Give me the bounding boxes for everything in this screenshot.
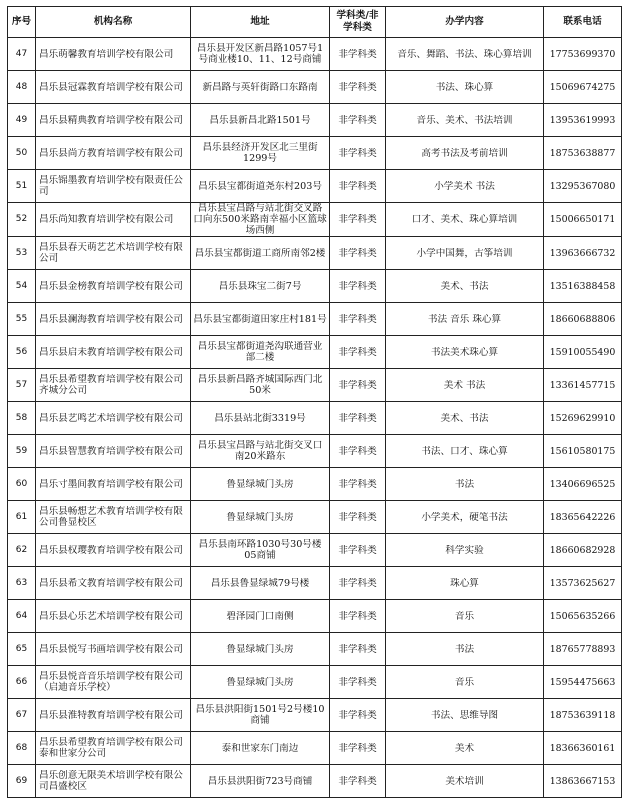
cell-seq: 57 xyxy=(8,369,36,402)
cell-name: 昌乐县权璎教育培训学校有限公司 xyxy=(36,534,191,567)
cell-content: 书法 xyxy=(386,468,544,501)
cell-address: 昌乐县宝都街道工商所南邻2楼 xyxy=(191,237,330,270)
table-row xyxy=(8,732,622,765)
cell-category: 非学科类 xyxy=(330,71,386,104)
cell-address: 昌乐县经济开发区北三里街1299号 xyxy=(191,137,330,170)
cell-address: 昌乐县宝昌路与站北街交叉路口向东500米路南幸福小区篮球场西侧 xyxy=(191,203,330,237)
header-seq: 序号 xyxy=(8,7,36,38)
cell-address: 昌乐县站北街3319号 xyxy=(191,402,330,435)
cell-phone: 15610580175 xyxy=(544,435,622,468)
cell-content: 小学美术 书法 xyxy=(386,170,544,203)
cell-name: 昌乐县悦写书画培训学校有限公司 xyxy=(36,633,191,666)
cell-address: 昌乐县洪阳街1501号2号楼10商铺 xyxy=(191,699,330,732)
cell-address: 昌乐县宝都街道尧东村203号 xyxy=(191,170,330,203)
cell-address: 昌乐县新昌路齐城国际西门北50米 xyxy=(191,369,330,402)
cell-phone: 18753638877 xyxy=(544,137,622,170)
cell-content: 音乐 xyxy=(386,666,544,699)
cell-content: 美术 xyxy=(386,732,544,765)
cell-category: 非学科类 xyxy=(330,336,386,369)
cell-seq: 69 xyxy=(8,765,36,798)
header-content: 办学内容 xyxy=(386,7,544,38)
cell-address: 昌乐县南环路1030号30号楼05商铺 xyxy=(191,534,330,567)
cell-name: 昌乐萌馨教育培训学校有限公司 xyxy=(36,38,191,71)
cell-seq: 62 xyxy=(8,534,36,567)
table-body xyxy=(8,38,622,798)
cell-address: 鲁显绿城门头房 xyxy=(191,468,330,501)
cell-category: 非学科类 xyxy=(330,699,386,732)
cell-content: 音乐、舞蹈、书法、珠心算培训 xyxy=(386,38,544,71)
cell-content: 美术、书法 xyxy=(386,270,544,303)
cell-seq: 68 xyxy=(8,732,36,765)
cell-content: 书法 音乐 珠心算 xyxy=(386,303,544,336)
cell-phone: 13863667153 xyxy=(544,765,622,798)
cell-category: 非学科类 xyxy=(330,237,386,270)
cell-phone: 18765778893 xyxy=(544,633,622,666)
cell-category: 非学科类 xyxy=(330,633,386,666)
cell-category: 非学科类 xyxy=(330,203,386,237)
cell-name: 昌乐县启未教育培训学校有限公司 xyxy=(36,336,191,369)
cell-category: 非学科类 xyxy=(330,468,386,501)
cell-name: 昌乐县心乐艺术培训学校有限公司 xyxy=(36,600,191,633)
table-row xyxy=(8,303,622,336)
cell-seq: 48 xyxy=(8,71,36,104)
cell-content: 高考书法及考前培训 xyxy=(386,137,544,170)
cell-category: 非学科类 xyxy=(330,666,386,699)
table-row xyxy=(8,270,622,303)
cell-phone: 15065635266 xyxy=(544,600,622,633)
cell-category: 非学科类 xyxy=(330,600,386,633)
table-row xyxy=(8,369,622,402)
cell-seq: 55 xyxy=(8,303,36,336)
cell-category: 非学科类 xyxy=(330,270,386,303)
cell-category: 非学科类 xyxy=(330,369,386,402)
cell-address: 碧泽园门口南侧 xyxy=(191,600,330,633)
table-row xyxy=(8,170,622,203)
cell-content: 音乐、美术、书法培训 xyxy=(386,104,544,137)
cell-phone: 13516388458 xyxy=(544,270,622,303)
cell-content: 书法、思维导图 xyxy=(386,699,544,732)
header-row xyxy=(8,7,622,38)
table-row xyxy=(8,765,622,798)
cell-content: 书法 xyxy=(386,633,544,666)
table-row xyxy=(8,402,622,435)
cell-phone: 13361457715 xyxy=(544,369,622,402)
cell-phone: 18366360161 xyxy=(544,732,622,765)
cell-content: 音乐 xyxy=(386,600,544,633)
cell-content: 书法、珠心算 xyxy=(386,71,544,104)
cell-address: 昌乐县宝都街道田家庄村181号 xyxy=(191,303,330,336)
cell-name: 昌乐县澜海教育培训学校有限公司 xyxy=(36,303,191,336)
cell-phone: 18753639118 xyxy=(544,699,622,732)
header-name: 机构名称 xyxy=(36,7,191,38)
cell-name: 昌乐县春天萌艺艺术培训学校有限公司 xyxy=(36,237,191,270)
table-row xyxy=(8,71,622,104)
cell-content: 小学中国舞，古筝培训 xyxy=(386,237,544,270)
cell-content: 书法、口才、珠心算 xyxy=(386,435,544,468)
cell-phone: 18365642226 xyxy=(544,501,622,534)
cell-name: 昌乐县金榜教育培训学校有限公司 xyxy=(36,270,191,303)
header-category: 学科类/非学科类 xyxy=(330,7,386,38)
cell-name: 昌乐县希望教育培训学校有限公司齐城分公司 xyxy=(36,369,191,402)
cell-seq: 54 xyxy=(8,270,36,303)
table-row xyxy=(8,534,622,567)
table-row xyxy=(8,567,622,600)
cell-seq: 65 xyxy=(8,633,36,666)
cell-name: 昌乐县畅想艺术教育培训学校有限公司鲁显校区 xyxy=(36,501,191,534)
cell-category: 非学科类 xyxy=(330,765,386,798)
table-row xyxy=(8,237,622,270)
cell-address: 昌乐县宝都街道尧沟联通营业部二楼 xyxy=(191,336,330,369)
cell-name: 昌乐锦墨教育培训学校有限责任公司 xyxy=(36,170,191,203)
cell-address: 昌乐县新昌北路1501号 xyxy=(191,104,330,137)
cell-phone: 13406696525 xyxy=(544,468,622,501)
cell-name: 昌乐县智慧教育培训学校有限公司 xyxy=(36,435,191,468)
cell-seq: 53 xyxy=(8,237,36,270)
cell-seq: 51 xyxy=(8,170,36,203)
cell-phone: 13573625627 xyxy=(544,567,622,600)
table-row xyxy=(8,633,622,666)
cell-address: 鲁显绿城门头房 xyxy=(191,666,330,699)
cell-content: 美术 书法 xyxy=(386,369,544,402)
cell-category: 非学科类 xyxy=(330,534,386,567)
cell-seq: 49 xyxy=(8,104,36,137)
cell-phone: 15269629910 xyxy=(544,402,622,435)
header-address: 地址 xyxy=(191,7,330,38)
table-row xyxy=(8,666,622,699)
cell-category: 非学科类 xyxy=(330,137,386,170)
cell-phone: 15910055490 xyxy=(544,336,622,369)
table-row xyxy=(8,203,622,237)
cell-category: 非学科类 xyxy=(330,303,386,336)
cell-address: 昌乐县鲁显绿城79号楼 xyxy=(191,567,330,600)
cell-seq: 59 xyxy=(8,435,36,468)
table-row xyxy=(8,104,622,137)
cell-seq: 47 xyxy=(8,38,36,71)
cell-category: 非学科类 xyxy=(330,104,386,137)
cell-name: 昌乐县悦音音乐培训学校有限公司（启迪音乐学校） xyxy=(36,666,191,699)
cell-phone: 15954475663 xyxy=(544,666,622,699)
cell-category: 非学科类 xyxy=(330,501,386,534)
cell-category: 非学科类 xyxy=(330,170,386,203)
cell-address: 昌乐县珠宝二街7号 xyxy=(191,270,330,303)
cell-phone: 18660682928 xyxy=(544,534,622,567)
cell-phone: 15069674275 xyxy=(544,71,622,104)
cell-category: 非学科类 xyxy=(330,732,386,765)
cell-seq: 64 xyxy=(8,600,36,633)
cell-content: 书法美术珠心算 xyxy=(386,336,544,369)
cell-seq: 60 xyxy=(8,468,36,501)
cell-content: 口才、美术、珠心算培训 xyxy=(386,203,544,237)
cell-seq: 58 xyxy=(8,402,36,435)
cell-name: 昌乐创意无限美术培训学校有限公司昌盛校区 xyxy=(36,765,191,798)
cell-phone: 17753699370 xyxy=(544,38,622,71)
cell-address: 鲁显绿城门头房 xyxy=(191,501,330,534)
cell-category: 非学科类 xyxy=(330,402,386,435)
cell-seq: 66 xyxy=(8,666,36,699)
cell-address: 鲁显绿城门头房 xyxy=(191,633,330,666)
table-row xyxy=(8,600,622,633)
cell-content: 美术培训 xyxy=(386,765,544,798)
cell-name: 昌乐寸墨间教育培训学校有限公司 xyxy=(36,468,191,501)
cell-phone: 15006650171 xyxy=(544,203,622,237)
cell-name: 昌乐县希望教育培训学校有限公司泰和世家分公司 xyxy=(36,732,191,765)
cell-seq: 61 xyxy=(8,501,36,534)
cell-seq: 52 xyxy=(8,203,36,237)
cell-name: 昌乐县精典教育培训学校有限公司 xyxy=(36,104,191,137)
cell-seq: 56 xyxy=(8,336,36,369)
cell-address: 新昌路与英轩街路口东路南 xyxy=(191,71,330,104)
cell-name: 昌乐县艺鸣艺术培训学校有限公司 xyxy=(36,402,191,435)
cell-category: 非学科类 xyxy=(330,435,386,468)
cell-name: 昌乐县尚方教育培训学校有限公司 xyxy=(36,137,191,170)
cell-content: 珠心算 xyxy=(386,567,544,600)
training-institution-table xyxy=(7,6,622,798)
table-row xyxy=(8,435,622,468)
cell-phone: 13295367080 xyxy=(544,170,622,203)
cell-name: 昌乐县希文教育培训学校有限公司 xyxy=(36,567,191,600)
cell-address: 昌乐县宝昌路与站北街交叉口南20米路东 xyxy=(191,435,330,468)
table-row xyxy=(8,501,622,534)
cell-address: 泰和世家东门南边 xyxy=(191,732,330,765)
table-row xyxy=(8,38,622,71)
cell-name: 昌乐尚知教育培训学校有限公司 xyxy=(36,203,191,237)
cell-phone: 13953619993 xyxy=(544,104,622,137)
cell-name: 昌乐县冠霖教育培训学校有限公司 xyxy=(36,71,191,104)
cell-content: 科学实验 xyxy=(386,534,544,567)
table-row xyxy=(8,137,622,170)
cell-address: 昌乐县洪阳街723号商铺 xyxy=(191,765,330,798)
cell-category: 非学科类 xyxy=(330,567,386,600)
cell-content: 美术、书法 xyxy=(386,402,544,435)
cell-phone: 13963666732 xyxy=(544,237,622,270)
table-row xyxy=(8,468,622,501)
cell-content: 小学美术，硬笔书法 xyxy=(386,501,544,534)
cell-address: 昌乐县开发区新昌路1057号1号商业楼10、11、12号商铺 xyxy=(191,38,330,71)
table-row xyxy=(8,699,622,732)
cell-category: 非学科类 xyxy=(330,38,386,71)
cell-phone: 18660688806 xyxy=(544,303,622,336)
table-row xyxy=(8,336,622,369)
cell-seq: 63 xyxy=(8,567,36,600)
cell-seq: 50 xyxy=(8,137,36,170)
cell-name: 昌乐县淮特教育培训学校有限公司 xyxy=(36,699,191,732)
cell-seq: 67 xyxy=(8,699,36,732)
header-phone: 联系电话 xyxy=(544,7,622,38)
